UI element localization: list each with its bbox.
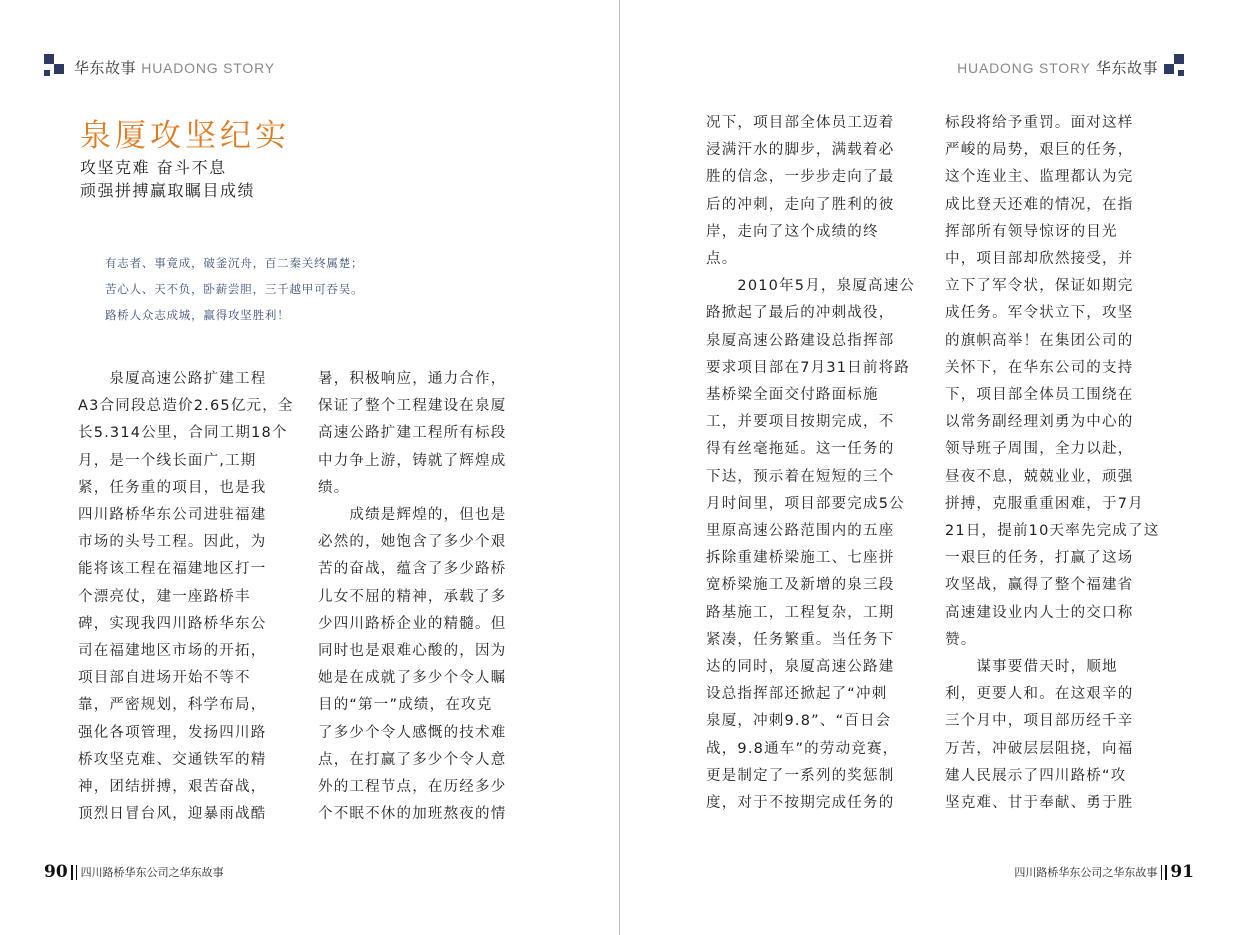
text-line: 拆除重建桥梁施工、七座拼 [706,550,895,567]
article-subtitle [80,156,255,202]
right-page [620,0,1238,935]
left-footer [44,862,224,882]
text-line: 谋事要借天时，顺地 [945,659,1118,676]
text-line: 标段将给予重罚。面对这样 [945,115,1134,131]
right-footer [1014,862,1194,882]
text-line: 中力争上游，铸就了辉煌成 [318,452,507,469]
text-line: 昼夜不息，兢兢业业，顽强 [945,468,1134,485]
header-title-en: HUADONG STORY [957,59,1091,76]
text-line: 月时间里，项目部要完成5公 [706,495,905,512]
text-line: 万苦，冲破层层阻挠，向福 [945,740,1134,757]
text-line: 强化各项管理，发扬四川路 [78,724,267,741]
text-line: 绩。 [318,479,350,496]
footer-text: 四川路桥华东公司之华东故事 [80,866,224,879]
text-line: 司在福建地区市场的开拓， [78,643,267,660]
subtitle-line: 攻坚克难 奋斗不息 [80,158,227,177]
text-line: 宽桥梁施工及新增的泉三段 [706,577,895,594]
text-line: 况下，项目部全体员工迈着 [706,115,895,131]
text-line: 浸满汗水的脚步，满载着必 [706,142,895,159]
text-line: 高速公路扩建工程所有标段 [318,425,507,442]
text-line: 泉厦高速公路建设总指挥部 [706,332,895,349]
right-header [957,54,1194,80]
text-line: 神，团结拼搏，艰苦奋战， [78,779,267,796]
text-line: 工，并要项目按期完成，不 [706,414,895,431]
text-line: 点。 [706,251,738,268]
text-line: 达的同时，泉厦高速公路建 [706,659,895,676]
text-line: 关怀下，在华东公司的支持 [945,359,1134,376]
left-header [44,54,275,80]
header-title-en: HUADONG STORY [141,59,275,76]
text-line: 路基施工，工程复杂，工期 [706,604,895,621]
text-line: 以常务副经理刘勇为中心的 [945,414,1134,431]
text-column-1 [78,366,294,828]
text-line: 度，对于不按期完成任务的 [706,795,895,812]
text-line: 严峻的局势，艰巨的任务， [945,142,1134,159]
footer-divider [1165,865,1167,880]
text-line: 赞。 [945,631,977,648]
article-title: 泉厦攻坚纪实 [80,118,290,154]
text-line: 四川路桥华东公司进驻福建 [78,507,267,524]
footer-divider [1161,865,1162,880]
text-line: 能将该工程在福建地区打一 [78,561,267,578]
page-number: 90 [44,862,68,882]
subtitle-line: 顽强拼搏赢取瞩目成绩 [80,181,256,200]
text-line: 儿女不屈的精神，承载了多 [318,588,507,605]
text-line: 下，项目部全体员工围绕在 [945,387,1134,404]
text-line: 下达，预示着在短短的三个 [706,468,895,485]
text-line: 她是在成就了多少个令人瞩 [318,670,507,687]
intro-line: 路桥人众志成城，赢得攻坚胜利！ [105,308,290,322]
text-line: 拼搏，克服重重困难，于7月 [945,495,1144,512]
squares-logo-icon [1164,54,1194,80]
text-line: 保证了整个工程建设在泉厦 [318,398,507,415]
squares-logo-icon [44,54,74,80]
text-line: 点，在打赢了多少个令人意 [318,751,507,768]
text-line: 长5.314公里，合同工期18个 [78,425,288,442]
header-title-cn: 华东故事 [74,58,137,77]
page-number: 91 [1170,862,1194,882]
text-line: 2010年5月，泉厦高速公 [706,278,916,295]
text-line: 这个连业主、监理都认为完 [945,169,1134,186]
text-line: 泉厦高速公路扩建工程 [78,371,267,387]
footer-divider [76,865,77,880]
text-line: 紧凑，任务繁重。当任务下 [706,631,895,648]
text-line: 战，9.8通车”的劳动竞赛， [706,740,899,757]
text-line: 个漂亮仗，建一座路桥丰 [78,588,251,605]
text-line: 路掀起了最后的冲刺战役， [706,305,895,322]
text-line: 项目部自进场开始不等不 [78,670,251,687]
text-line: 挥部所有领导惊讶的目光 [945,223,1118,240]
text-line: 得有丝毫拖延。这一任务的 [706,441,895,458]
text-line: 市场的头号工程。因此，为 [78,534,267,551]
text-line: 设总指挥部还掀起了“冲刺 [706,686,888,703]
text-line: 要求项目部在7月31日前将路 [706,359,910,376]
text-line: 成比登天还难的情况，在指 [945,196,1134,213]
text-line: 目的“第一”成绩，在攻克 [318,697,493,714]
text-line: 碑，实现我四川路桥华东公 [78,615,267,632]
text-line: 成任务。军令状立下，攻坚 [945,305,1134,322]
text-column-2 [318,366,506,828]
text-line: 靠，严密规划，科学布局， [78,697,267,714]
intro-line: 有志者、事竟成，破釜沉舟，百二秦关终属楚； [105,256,364,270]
intro-line: 苦心人、天不负，卧薪尝胆，三千越甲可吞吴。 [105,282,364,296]
text-line: 建人民展示了四川路桥“攻 [945,767,1127,784]
text-line: 领导班子周围，全力以赴， [945,441,1134,458]
text-line: 基桥梁全面交付路面标施 [706,387,879,404]
text-line: 暑，积极响应，通力合作， [318,371,507,387]
header-title-cn: 华东故事 [1095,58,1158,77]
text-line: 顶烈日冒台风，迎暴雨战酷 [78,806,267,823]
text-line: 同时也是艰难心酸的，因为 [318,643,507,660]
text-line: 个不眠不休的加班熬夜的情 [318,806,507,823]
text-line: 泉厦，冲刺9.8”、“百日会 [706,713,892,730]
text-line: 中，项目部却欣然接受，并 [945,251,1134,268]
text-line: 月，是一个线长面广,工期 [78,452,257,469]
text-line: 外的工程节点，在历经多少 [318,779,507,796]
text-line: 利，更要人和。在这艰辛的 [945,686,1134,703]
text-line: 里原高速公路范围内的五座 [706,523,895,540]
text-line: 立下了军令状，保证如期完 [945,278,1134,295]
text-line: 必然的，她饱含了多少个艰 [318,534,507,551]
text-line: 了多少个令人感慨的技术难 [318,724,507,741]
text-line: 的旗帜高举！在集团公司的 [945,332,1134,349]
text-line: 桥攻坚克难、交通铁军的精 [78,751,267,768]
text-line: 三个月中，项目部历经千辛 [945,713,1134,730]
text-line: 苦的奋战，蕴含了多少路桥 [318,561,507,578]
text-line: 岸，走向了这个成绩的终 [706,223,879,240]
text-line: 后的冲刺，走向了胜利的彼 [706,196,895,213]
text-line: 成绩是辉煌的，但也是 [318,507,507,524]
text-line: 少四川路桥企业的精髓。但 [318,615,507,632]
footer-divider [71,865,73,880]
text-line: A3合同段总造价2.65亿元，全 [78,398,294,415]
text-column-3 [706,110,915,817]
text-line: 紧，任务重的项目，也是我 [78,479,267,496]
text-column-4 [945,110,1159,817]
text-line: 高速建设业内人士的交口称 [945,604,1134,621]
footer-text: 四川路桥华东公司之华东故事 [1014,866,1158,879]
text-line: 胜的信念，一步步走向了最 [706,169,895,186]
text-line: 一艰巨的任务，打赢了这场 [945,550,1134,567]
intro-quote [105,250,363,328]
text-line: 坚克难、甘于奉献、勇于胜 [945,795,1134,812]
text-line: 攻坚战，赢得了整个福建省 [945,577,1134,594]
text-line: 更是制定了一系列的奖惩制 [706,767,895,784]
text-line: 21日，提前10天率先完成了这 [945,523,1160,540]
